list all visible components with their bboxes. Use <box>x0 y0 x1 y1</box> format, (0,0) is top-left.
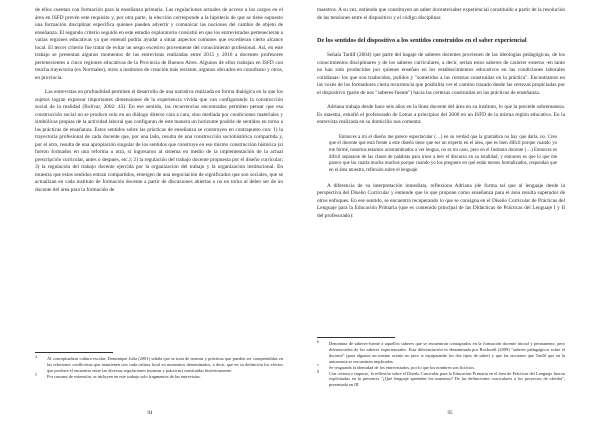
right-paragraph-2: Adriana trabaja desde hace seis años en la línea docente del área en su instituto, lo que la precede sobremanera. Es maestra, estudió el profesorado de Letras a principios del 2000 en un ISFD de la misma región educativa. En la entrevista realizada en su domicilio nos comenta: <box>317 104 565 125</box>
right-paragraph-3: A diferencia de su interpretación inmediata, reflexiona Adriana (de forma tal que al lenguaje desde la perspectiva del Diseño Curricular y entiende que lo que propone como enseñanza para el área resulta superador de otros enfoques. En ese sentido, se encuentra recuperando lo que se consigna en el Diseño Curricular de Prácticas del Lenguaje para la Educación Primaria (que es contenido principal de las Didácticas de Prácticas del Lenguaje I y II del profesorado): <box>317 182 565 219</box>
section-heading: De los sentidos del dispositivo a los sentidos construidos en el saber experiencial <box>317 37 527 44</box>
right-page <box>300 0 600 424</box>
footnote-text: Con certeza e impacto, la reflexión sobre el Diseño Curricular para la Educación Primaria en el área de Prácticas del Lenguaje fueron explicitadas en la presencia "¿Qué lenguaje aprenden los maestros? De las definiciones curriculares a los proyectos de cátedra", presentada en III <box>329 370 565 388</box>
right-footnote-3 <box>317 371 565 389</box>
footnote-text: Al conceptualizar cultura escolar, Dominique Julia (2001) señala que se trata de normas y prácticas que pueden ser comprendidas en las relaciones conflictivas que mantienen con cada cultura local en momentos determinados, a decir, que en su definición los efectos que produce el encuentro entre las diversas regulaciones (normas y prácticas) construidas históricamente. <box>47 356 283 373</box>
right-page-number: 95 <box>447 411 453 416</box>
left-page-number: 94 <box>147 411 153 416</box>
footnote-number: 7 <box>317 363 319 368</box>
footnote-rule <box>35 352 113 353</box>
left-paragraph-1: de ellos cuentan con formación para la enseñanza primaria. Las regulaciones actuales de acceso a los cargos en el área en ISFD prevén este requisito y, por otra parte, la elección corresponde a la hipótesis de que se tiene supuesto una formación disciplinar especifica quienes pueden advertir y comunicar las nociones del cambio de objeto de enseñanza. El segundo criterio seguido en este estudio exploratorio consistió en que los entrevistados pertenecieran a varias regiones educativas ya que entendí podría ayudar a situar aspectos comunes que excedieran cierto alcance local. El tercer criterio fue tratar de evitar un sesgo excesivo proveniente del conocimiento profesional. Así, en este trabajo se presentan algunos momentos de las entrevistas realizadas entre 2015 y 2016 a docentes profesores pertenecientes a cinco regiones educativas de la Provincia de Buenos Aires. Algunos de ellos trabajan en ISFD con mucha trayectoria (ex Normales), otros a institutos de creación más reciente, algunos ubicados en conurbano y otros, en provincia. <box>35 7 283 81</box>
right-footnotes <box>317 337 565 388</box>
left-footnote-2 <box>35 374 283 380</box>
footnote-number: 5 <box>35 372 37 377</box>
quote-text: Entonces a mí el diseño me parece espectacular (…) en su verdad que la gramática no hay que darla, no. Creo que el docente que está frente a este diseño tiene que ser un experto en el área, que es bien difícil porque cuando yo me formé, nosotros estamos acostumbrados a ver lengua, no es mi caso, pero en el Instituto docente (…) Entonces es difícil separarse de las clases de palabras para irnos a leer el discurso en su totalidad, y entonces es que lo que me parece que las cuarta mucha muchos porque cuando yo los pregunto en qué están menos formalizados, respondan que en el área muestra, reflexión sobre el lenguaje. <box>329 134 557 174</box>
footnote-number: 8 <box>317 369 319 374</box>
left-paragraph-2: Las entrevistas en profundidad permiten el desarrollo de una narrativa realizada en forma dialógica en la que los sujetos logran expresar importantes dimensiones de la experiencia vivida que van configurando la construcción social de la realidad (Bolívar, 2002: 43). En ese sentido, las recurrencias encontradas permiten pensar que esa construcción social no se produce solo en un diálogo directo cara a cara, sino mediada por condiciones materiales y simbólicas propias de la actividad laboral que configuran de este manera un horizonte posible de sentidos en torno a las prácticas de enseñanza. Estos sentidos sobre las prácticas de enseñanza se construyen en contrapunto con: 1) la trayectoria profesional de cada docente que, por una lado, resulta de una construcción sociohistórica compartida y, por el otro, resulta de una apropiación singular de los sentidos que construye en ese mismo construcción histórica (sí fueron formados en una reforma u otra, si ingresaron al sistema en medio de la implementación de la actual prescripción curricular, antes o después, etc.); 2) la regulación del trabajo docente propuesta por el diseño curricular; 3) la regulación del trabajo docente ejercida por la organización del trabajo y la organización institucional. En muestra que estos sentidos entran compartidos, emergen de una negociación de significados que son sociales, que se actualizan en cada instituto de formación docente a partir de discusiones abiertas o no en torno al deber ser de un docente del área para la formación de <box>35 89 283 193</box>
footnote-text: Denomina de saberes-fuente a aquellos saberes que se encuentran consagrados en la formación docente inicial y permanente, pero diferenciados de los saberes experienciales. Esta diferenciación es denominada por Rockwell (2009) "saberes pedagógicos sobre el docente" (para algunos un mismo acento no pero sí equiparando los dos tipos de saber) y que las nociones que Tardif que en la autonomía se encuentran implicadas. <box>329 341 565 364</box>
footnote-number: 6 <box>317 340 319 344</box>
right-paragraph-1: Señala Tardif (2004) que parte del bagaje de saberes docentes provienen de las ideologías pedagógicas, de los conocimientos disciplinares y de los saberes curriculares, a decir, serían estos saberes de carácter externo -en tanto no han sido producidos por quienes enseñan en los establecimientos educativos en las condiciones laborales cotidianas- los que son traducidos, pulidos y "sometidos a las certezas construidas en la práctica". Encontramos en las voces de los formadores cierta recurrencia que posibilita ver el camino trazado desde las certezas propiciadas por el dispositivo (parte de nos "saberes-fuente") hacia las certezas construidas en las prácticas de enseñanza. <box>317 52 565 96</box>
block-quote <box>329 135 557 175</box>
footnote-text: Por razones de extensión, se incluyen en este trabajo solo fragmentos de las entrevistas. <box>47 373 201 379</box>
right-body-text <box>317 7 565 220</box>
right-top-paragraph: maestros. A su vez, entiendo que constituyen un saber docente/saber experiencial constituido a partir de la resolución de las tensiones entre el dispositivo y el código disciplinar. <box>317 7 565 21</box>
footnote-rule <box>317 337 395 338</box>
footnote-text: Se resguarda la identidad de los entrevistados, por lo que los nombres son ficticios. <box>329 364 475 370</box>
footnote-number: 4 <box>35 355 37 359</box>
right-footnote-1 <box>317 341 565 365</box>
left-footnote-1 <box>35 356 283 374</box>
left-footnotes <box>35 352 283 380</box>
left-body-text <box>35 7 283 194</box>
